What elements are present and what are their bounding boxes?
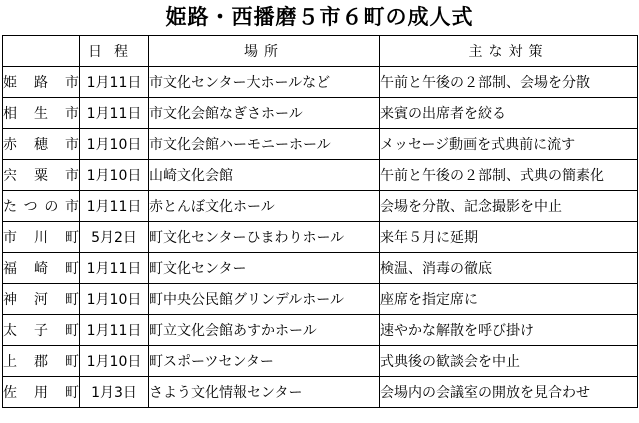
venue-cell: 町文化センターひまわりホール bbox=[149, 222, 380, 253]
municipality-cell: 相生市 bbox=[3, 98, 80, 129]
table-row bbox=[3, 346, 638, 377]
table-row bbox=[3, 222, 638, 253]
venue-cell: 町中央公民館グリンデルホール bbox=[149, 284, 380, 315]
header-date: 日程 bbox=[80, 36, 149, 67]
measure-cell: 座席を指定席に bbox=[380, 284, 638, 315]
municipality-cell: 神河町 bbox=[3, 284, 80, 315]
measure-cell: 式典後の歓談会を中止 bbox=[380, 346, 638, 377]
ceremony-table bbox=[2, 35, 638, 408]
measure-cell: 検温、消毒の徹底 bbox=[380, 253, 638, 284]
date-cell: 1月11日 bbox=[80, 67, 149, 98]
table-row bbox=[3, 129, 638, 160]
measure-cell: 来年５月に延期 bbox=[380, 222, 638, 253]
municipality-cell: 市川町 bbox=[3, 222, 80, 253]
measure-cell: メッセージ動画を式典前に流す bbox=[380, 129, 638, 160]
page-title: 姫路・西播磨５市６町の成人式 bbox=[165, 5, 474, 29]
measure-cell: 来賓の出席者を絞る bbox=[380, 98, 638, 129]
table-row bbox=[3, 315, 638, 346]
date-cell: 1月10日 bbox=[80, 160, 149, 191]
table-row bbox=[3, 253, 638, 284]
municipality-cell: 佐用町 bbox=[3, 377, 80, 408]
measure-cell: 午前と午後の２部制、式典の簡素化 bbox=[380, 160, 638, 191]
municipality-cell: 宍粟市 bbox=[3, 160, 80, 191]
measure-cell: 会場を分散、記念撮影を中止 bbox=[380, 191, 638, 222]
table-row bbox=[3, 284, 638, 315]
date-cell: 1月11日 bbox=[80, 191, 149, 222]
measure-cell: 午前と午後の２部制、会場を分散 bbox=[380, 67, 638, 98]
venue-cell: 赤とんぼ文化ホール bbox=[149, 191, 380, 222]
table-row bbox=[3, 67, 638, 98]
venue-cell: 山崎文化会館 bbox=[149, 160, 380, 191]
municipality-cell: たつの市 bbox=[3, 191, 80, 222]
venue-cell: 町スポーツセンター bbox=[149, 346, 380, 377]
date-cell: 1月11日 bbox=[80, 98, 149, 129]
header-municipality bbox=[3, 36, 80, 67]
header-measures: 主な対策 bbox=[380, 36, 638, 67]
table-header-row bbox=[3, 36, 638, 67]
measure-cell: 会場内の会議室の開放を見合わせ bbox=[380, 377, 638, 408]
venue-cell: 町立文化会館あすかホール bbox=[149, 315, 380, 346]
table-row bbox=[3, 377, 638, 408]
measure-cell: 速やかな解散を呼び掛け bbox=[380, 315, 638, 346]
municipality-cell: 上郡町 bbox=[3, 346, 80, 377]
venue-cell: 市文化会館ハーモニーホール bbox=[149, 129, 380, 160]
table-row bbox=[3, 160, 638, 191]
table-row bbox=[3, 191, 638, 222]
date-cell: 1月10日 bbox=[80, 284, 149, 315]
header-venue: 場所 bbox=[149, 36, 380, 67]
date-cell: 1月11日 bbox=[80, 315, 149, 346]
venue-cell: 市文化センター大ホールなど bbox=[149, 67, 380, 98]
municipality-cell: 赤穂市 bbox=[3, 129, 80, 160]
venue-cell: 市文化会館なぎさホール bbox=[149, 98, 380, 129]
venue-cell: 町文化センター bbox=[149, 253, 380, 284]
date-cell: 1月10日 bbox=[80, 129, 149, 160]
municipality-cell: 福崎町 bbox=[3, 253, 80, 284]
municipality-cell: 太子町 bbox=[3, 315, 80, 346]
venue-cell: さよう文化情報センター bbox=[149, 377, 380, 408]
date-cell: 1月3日 bbox=[80, 377, 149, 408]
date-cell: 5月2日 bbox=[80, 222, 149, 253]
date-cell: 1月10日 bbox=[80, 346, 149, 377]
table-row bbox=[3, 98, 638, 129]
date-cell: 1月11日 bbox=[80, 253, 149, 284]
municipality-cell: 姫路市 bbox=[3, 67, 80, 98]
